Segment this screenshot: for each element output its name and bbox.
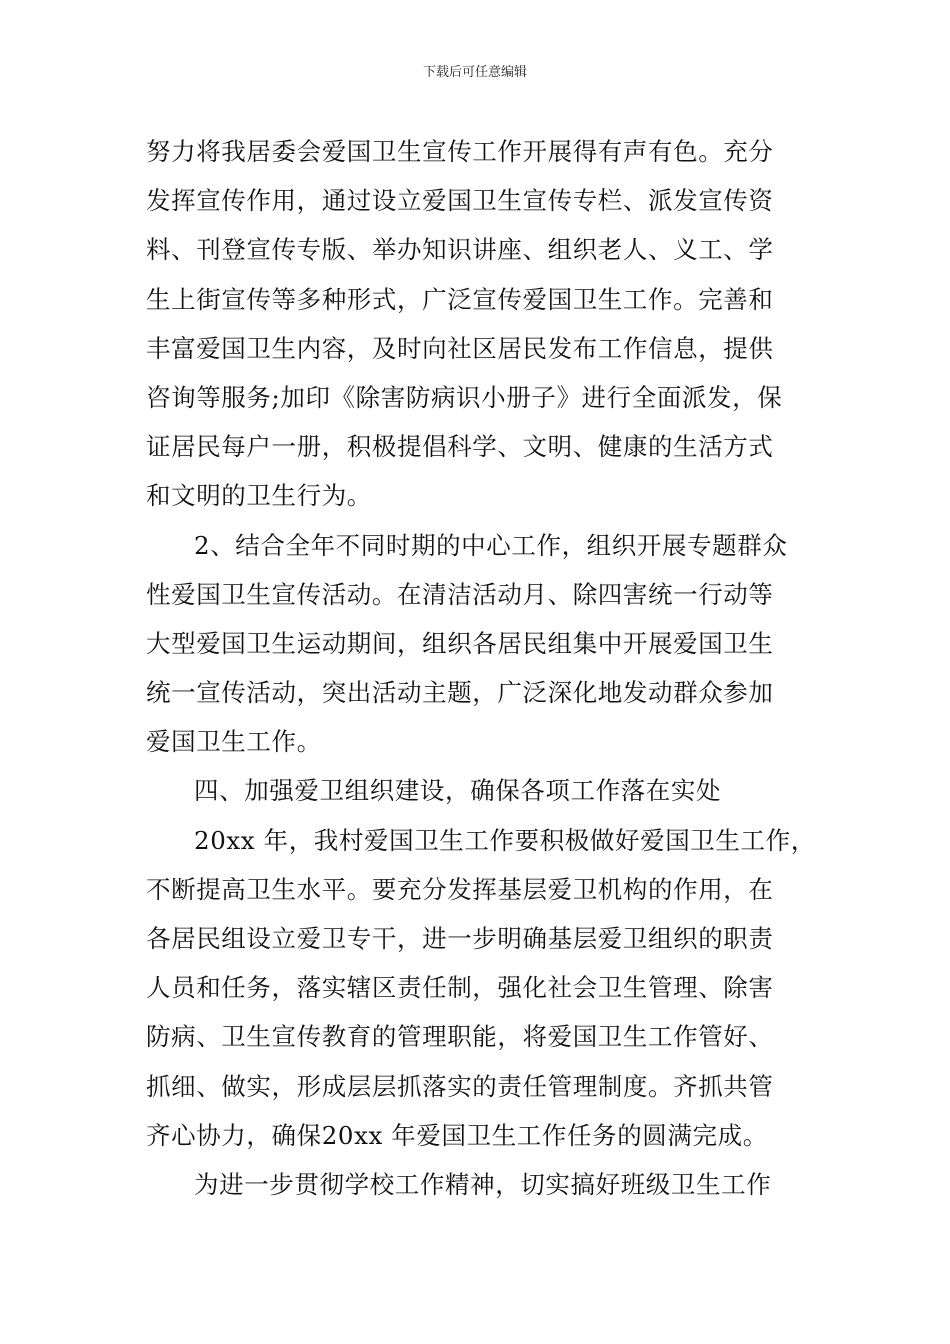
section-heading bbox=[146, 766, 811, 815]
text-line: 20xx 年，我村爱国卫生工作要积极做好爱国卫生工作， bbox=[194, 825, 816, 855]
text-line: 努力将我居委会爱国卫生宣传工作开展得有声有色。充分 bbox=[146, 137, 774, 166]
text-line: 大型爱国卫生运动期间，组织各居民组集中开展爱国卫生 bbox=[146, 628, 774, 658]
paragraph-2 bbox=[146, 521, 811, 767]
paragraph-1 bbox=[146, 127, 811, 521]
text-line: 生上街宣传等多种形式，广泛宣传爱国卫生工作。完善和 bbox=[146, 284, 774, 314]
text-line: 证居民每户一册，积极提倡科学、文明、健康的生活方式 bbox=[146, 432, 774, 462]
text-line: 各居民组设立爱卫专干，进一步明确基层爱卫组织的职责 bbox=[146, 924, 774, 953]
text-line: 抓细、做实，形成层层抓落实的责任管理制度。齐抓共管 bbox=[146, 1071, 774, 1101]
text-line: 防病、卫生宣传教育的管理职能，将爱国卫生工作管好、 bbox=[146, 1022, 774, 1052]
text-line: 2、结合全年不同时期的中心工作，组织开展专题群众 bbox=[194, 530, 788, 560]
text-line: 齐心协力，确保20xx 年爱国卫生工作任务的圆满完成。 bbox=[146, 1120, 768, 1150]
text-line: 丰富爱国卫生内容，及时向社区居民发布工作信息，提供 bbox=[146, 333, 774, 363]
text-line: 咨询等服务;加印《除害防病识小册子》进行全面派发，保 bbox=[146, 382, 783, 412]
text-line: 性爱国卫生宣传活动。在清洁活动月、除四害统一行动等 bbox=[146, 579, 774, 609]
paragraph-3 bbox=[146, 816, 816, 1160]
text-line: 为进一步贯彻学校工作精神，切实搞好班级卫生工作 bbox=[194, 1169, 772, 1199]
page-header: 下载后可任意编辑 bbox=[422, 65, 527, 80]
document-body bbox=[146, 127, 816, 1209]
text-line: 不断提高卫生水平。要充分发挥基层爱卫机构的作用，在 bbox=[146, 874, 774, 904]
text-line: 发挥宣传作用，通过设立爱国卫生宣传专栏、派发宣传资 bbox=[146, 186, 774, 216]
text-line: 料、刊登宣传专版、举办知识讲座、组织老人、义工、学 bbox=[146, 235, 774, 265]
text-line: 人员和任务，落实辖区责任制，强化社会卫生管理、除害 bbox=[146, 973, 774, 1003]
text-line: 和文明的卫生行为。 bbox=[146, 481, 372, 511]
paragraph-4 bbox=[146, 1160, 811, 1209]
text-line: 统一宣传活动，突出活动主题，广泛深化地发动群众参加 bbox=[146, 678, 774, 708]
text-line: 爱国卫生工作。 bbox=[146, 727, 322, 757]
heading-line: 四、加强爱卫组织建设，确保各项工作落在实处 bbox=[194, 776, 722, 806]
